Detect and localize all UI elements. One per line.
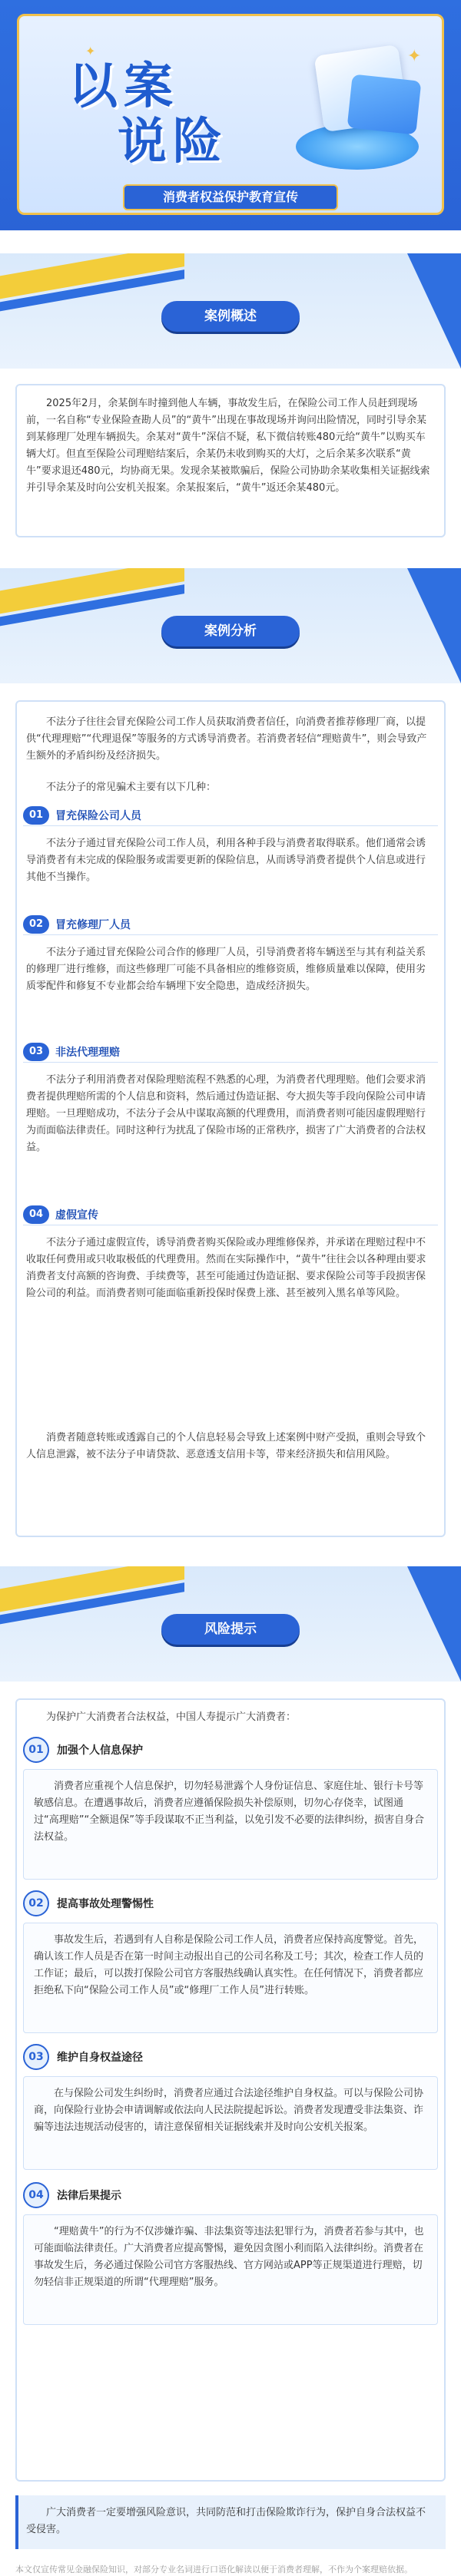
banner bbox=[0, 0, 461, 230]
divider bbox=[23, 934, 438, 935]
item-number: 03 bbox=[23, 2044, 49, 2070]
analysis-item-3-header bbox=[23, 1041, 120, 1063]
analysis-intro: 不法分子往往会冒充保险公司工作人员获取消费者信任，向消费者推荐修理厂商，以提供“代理理赔”“代理退保”等服务的方式诱导消费者。若消费者轻信“理赔黄牛”，则会导致产生额外的矛盾纠纷及经济损失。 bbox=[26, 716, 427, 762]
risk-item-1-text: 消费者应重视个人信息保护，切勿轻易泄露个人身份证信息、家庭住址、银行卡号等敏感信息。在遭遇事故后，消费者应遵循保险损失补偿原则，切勿心存侥幸，试图通过“高理赔”“全额退保”等手段谋取不正当利益，以免引发不必要的法律纠纷，损害自身合法权益。 bbox=[34, 1781, 424, 1843]
risk-item-4-header bbox=[23, 2182, 121, 2208]
item-number: 04 bbox=[23, 2182, 49, 2208]
chat-bubble-decoration bbox=[347, 74, 422, 134]
item-label: 冒充保险公司人员 bbox=[55, 810, 141, 822]
item-number: 03 bbox=[23, 1043, 49, 1061]
item-label: 维护自身权益途径 bbox=[57, 2052, 143, 2064]
item-label: 法律后果提示 bbox=[57, 2190, 121, 2202]
section-title: 风险提示 bbox=[161, 1614, 300, 1645]
section-header-risk bbox=[0, 1566, 461, 1682]
overview-paragraph: 2025年2月，余某倒车时撞到他人车辆，事故发生后，在保险公司工作人员赶到现场前，一名自称“专业保险查勘人员”的“黄牛”出现在事故现场并询问出险情况，同时引导余某到某修理厂处理车辆损失。余某对“黄牛”深信不疑，私下微信转账480元给“黄牛”以购买车辆大灯。但直至保险公司理赔结案后，余某仍未收到购买的大灯，之后余某多次联系“黄牛”要求退还480元，均协商无果。发现余某被欺骗后，保险公司协助余某收集相关证据线索并引导余某及时向公安机关报案。余某报案后，“黄牛”返还余某480元。 bbox=[26, 398, 430, 494]
divider bbox=[23, 1062, 438, 1063]
item-number: 01 bbox=[23, 806, 49, 825]
analysis-item-1-text: 不法分子通过冒充保险公司工作人员，利用各种手段与消费者取得联系。他们通常会诱导消费者有未完成的保险服务或需要更新的保险信息，从而诱导消费者提供个人信息或进行其他不当操作。 bbox=[26, 838, 426, 883]
risk-item-2-text: 事故发生后，若遇到有人自称是保险公司工作人员，消费者应保持高度警觉。首先，确认该工作人员是否在第一时间主动报出自己的公司名称及工号；其次，检查工作人员的工作证；最后，可以拨打保险公司官方客服热线确认真实性。在任何情况下，消费者都应拒绝私下向“保险公司工作人员”或“修理厂工作人员”进行转账。 bbox=[34, 1934, 424, 1996]
triangle-decoration bbox=[407, 568, 461, 683]
item-number: 02 bbox=[23, 1890, 49, 1916]
analysis-item-3-text: 不法分子利用消费者对保险理赔流程不熟悉的心理，为消费者代理理赔。他们会要求消费者提供理赔所需的个人信息和资料，然后通过伪造证据、夸大损失等手段向保险公司申请理赔。一旦理赔成功，不法分子会从中谋取高额的代理费用，而消费者则可能因虚假理赔行为而面临法律责任。同时这种行为扰乱了保险市场的正常秩序，损害了广大消费者的合法权益。 bbox=[26, 1074, 426, 1153]
analysis-item-2-header bbox=[23, 914, 131, 935]
item-label: 虚假宣传 bbox=[55, 1209, 98, 1222]
analysis-item-4-text: 不法分子通过虚假宣传，诱导消费者购买保险或办理维修保养，并承诺在理赔过程中不收取任何费用或只收取极低的代理费用。然而在实际操作中，“黄牛”往往会以各种理由要求消费者支付高额的咨询费、手续费等，甚至可能通过伪造证据、要求保险公司等手段损害保险公司的利益。而消费者则可能面临重新投保时保费上涨、甚至被列入黑名单等风险。 bbox=[26, 1237, 426, 1299]
item-number: 02 bbox=[23, 915, 49, 934]
footnote: 本文仅宣传常见金融保险知识，对部分专业名词进行口语化解读以便于消费者理解，不作为个案理赔依据。 bbox=[15, 2564, 413, 2574]
risk-intro: 为保护广大消费者合法权益，中国人寿提示广大消费者： bbox=[46, 1711, 297, 1723]
item-label: 冒充修理厂人员 bbox=[55, 919, 131, 931]
item-label: 加强个人信息保护 bbox=[57, 1744, 143, 1757]
analysis-item-1-header bbox=[23, 805, 141, 826]
closing-text: 广大消费者一定要增强风险意识，共同防范和打击保险欺诈行为，保护自身合法权益不受侵害。 bbox=[26, 2507, 426, 2535]
triangle-decoration bbox=[407, 1566, 461, 1682]
banner-subtitle: 消费者权益保护教育宣传 bbox=[123, 184, 338, 210]
risk-item-4-text: “理赔黄牛”的行为不仅涉嫌诈骗、非法集资等违法犯罪行为，消费者若参与其中，也可能面临法律责任。广大消费者应提高警惕，避免因贪图小利而陷入法律纠纷。消费者在事故发生后，务必通过保险公司官方客服热线、官方网站或APP等正规渠道进行理赔，切勿轻信非正规渠道的所谓“代理理赔”服务。 bbox=[34, 2226, 424, 2288]
analysis-item-2-text: 不法分子通过冒充保险公司合作的修理厂人员，引导消费者将车辆送至与其有利益关系的修理厂进行维修，而这些修理厂可能不具备相应的维修资质，维修质量难以保障，使用劣质零配件和修复不专业都会给车辆埋下安全隐患，造成经济损失。 bbox=[26, 947, 426, 992]
analysis-outro: 消费者随意转账或透露自己的个人信息轻易会导致上述案例中财产受损，重则会导致个人信息泄露，被不法分子申请贷款、恶意透支信用卡等，带来经济损失和信用风险。 bbox=[26, 1432, 426, 1460]
risk-item-1-header bbox=[23, 1737, 143, 1763]
risk-item-3-header bbox=[23, 2044, 143, 2070]
banner-title-line1: 以案 bbox=[68, 58, 179, 115]
sparkle-icon: ✦ bbox=[85, 44, 96, 58]
section-title: 案例概述 bbox=[161, 301, 300, 332]
item-number: 04 bbox=[23, 1205, 49, 1224]
divider bbox=[23, 825, 438, 826]
item-label: 提高事故处理警惕性 bbox=[57, 1898, 154, 1910]
analysis-lead: 不法分子的常见骗术主要有以下几种： bbox=[46, 782, 217, 793]
sparkle-icon: ✦ bbox=[407, 47, 422, 66]
item-label: 非法代理理赔 bbox=[55, 1047, 120, 1059]
section-header-overview bbox=[0, 253, 461, 369]
section-title: 案例分析 bbox=[161, 616, 300, 646]
analysis-item-4-header bbox=[23, 1204, 98, 1225]
section-header-analysis bbox=[0, 568, 461, 683]
risk-item-2-header bbox=[23, 1890, 154, 1916]
triangle-decoration bbox=[407, 253, 461, 369]
item-number: 01 bbox=[23, 1737, 49, 1763]
banner-title-line2: 说险 bbox=[118, 114, 228, 170]
risk-item-3-text: 在与保险公司发生纠纷时，消费者应通过合法途径维护自身权益。可以与保险公司协商，向保险行业协会申请调解或依法向人民法院提起诉讼。消费者发现遭受非法集资、诈骗等违法违规活动侵害的，请注意保留相关证据线索并及时向公安机关报案。 bbox=[34, 2088, 424, 2133]
